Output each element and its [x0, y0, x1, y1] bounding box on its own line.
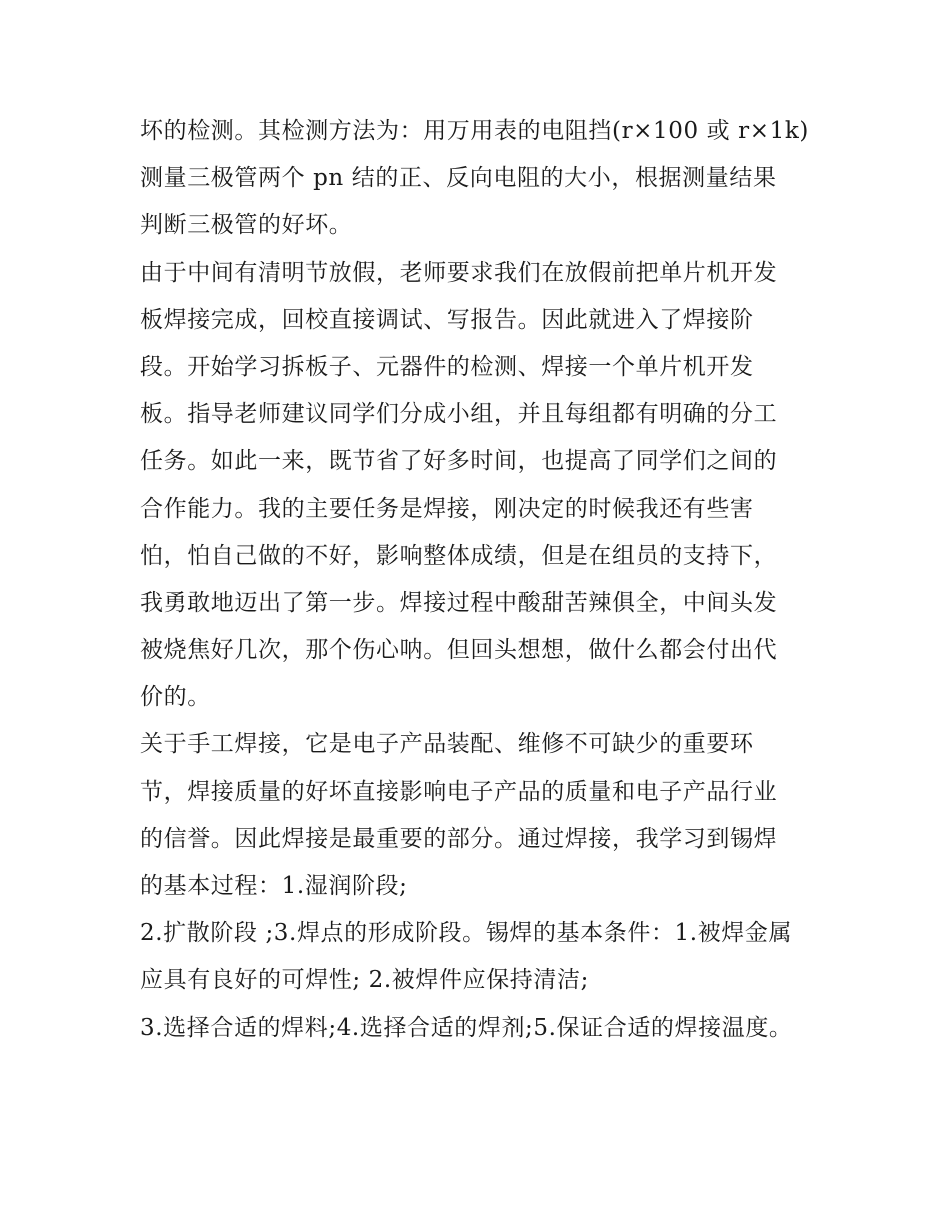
text-line: 段。开始学习拆板子、元器件的检测、焊接一个单片机开发 — [140, 353, 754, 380]
text-line: 由于中间有清明节放假，老师要求我们在放假前把单片机开发 — [140, 259, 778, 286]
text-line: 板焊接完成，回校直接调试、写报告。因此就进入了焊接阶 — [140, 306, 754, 333]
text-line: 我勇敢地迈出了第一步。焊接过程中酸甜苦辣俱全，中间头发 — [140, 589, 778, 616]
text-line: 2.扩散阶段 ;3.焊点的形成阶段。锡焊的基本条件：1.被焊金属 — [140, 920, 793, 947]
text-line: 怕，怕自己做的不好，影响整体成绩，但是在组员的支持下， — [140, 542, 778, 569]
text-line: 关于手工焊接，它是电子产品装配、维修不可缺少的重要环 — [140, 731, 754, 758]
text-line: 判断三极管的好坏。 — [140, 212, 353, 239]
text-line: 的基本过程：1.湿润阶段; — [140, 873, 408, 899]
text-line: 3.选择合适的焊料;4.选择合适的焊剂;5.保证合适的焊接温度。 — [140, 1014, 793, 1041]
text-line: 任务。如此一来，既节省了好多时间，也提高了同学们之间的 — [140, 448, 778, 475]
text-line: 合作能力。我的主要任务是焊接，刚决定的时候我还有些害 — [140, 495, 754, 522]
text-line: 被烧焦好几次，那个伤心呐。但回头想想，做什么都会付出代 — [140, 637, 778, 664]
text-line: 测量三极管两个 pn 结的正、反向电阻的大小，根据测量结果 — [140, 165, 777, 192]
text-line: 应具有良好的可焊性; 2.被焊件应保持清洁; — [140, 967, 589, 994]
document-body — [140, 108, 820, 1052]
text-line: 坏的检测。其检测方法为：用万用表的电阻挡(r×100 或 r×1k) — [140, 118, 809, 144]
text-line: 价的。 — [140, 684, 211, 711]
text-line: 节，焊接质量的好坏直接影响电子产品的质量和电子产品行业 — [140, 778, 778, 805]
text-line: 的信誉。因此焊接是最重要的部分。通过焊接，我学习到锡焊 — [140, 825, 778, 852]
text-line: 板。指导老师建议同学们分成小组，并且每组都有明确的分工 — [140, 401, 778, 428]
